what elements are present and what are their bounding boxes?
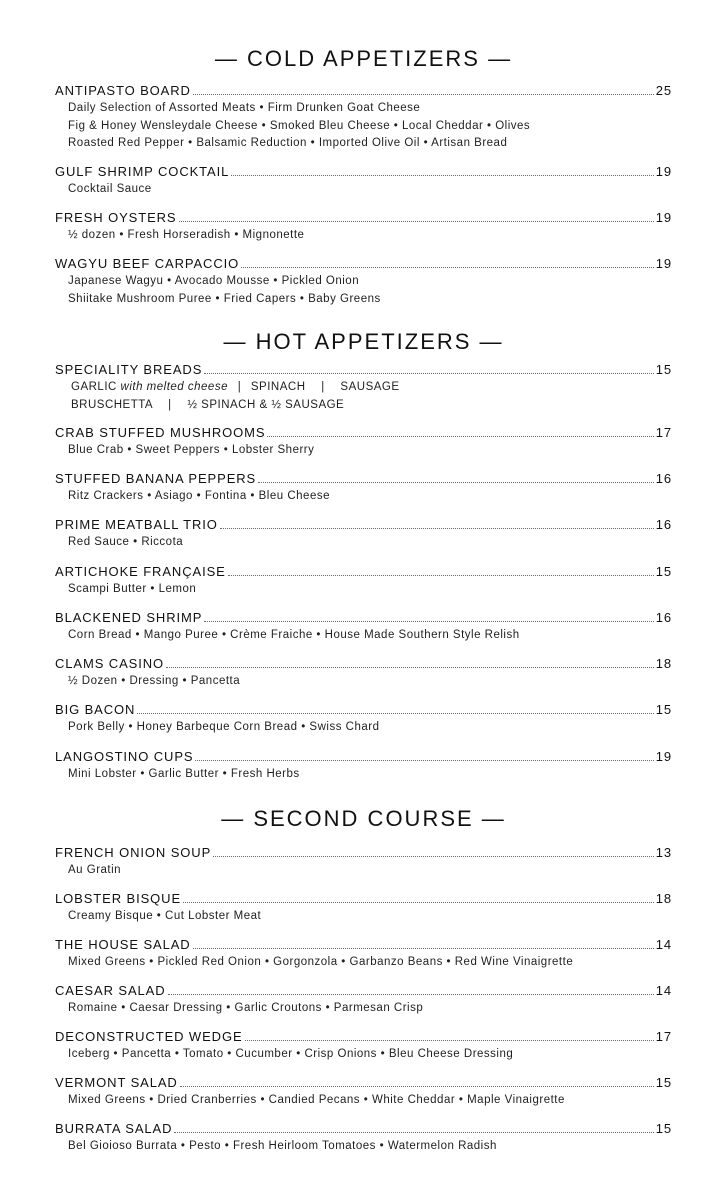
dot-leader <box>183 901 654 903</box>
item-description: Mini Lobster • Garlic Butter • Fresh Herbs <box>68 768 300 780</box>
menu-item-burrata-salad <box>55 1120 672 1156</box>
item-price: 16 <box>655 517 672 532</box>
dot-leader <box>179 220 654 222</box>
item-description: Cocktail Sauce <box>68 183 152 195</box>
dot-leader <box>180 1085 654 1087</box>
item-price: 14 <box>655 983 672 998</box>
menu-item-big-bacon <box>55 701 672 737</box>
item-price: 18 <box>655 891 672 906</box>
dot-leader <box>166 666 654 668</box>
menu-item-french-onion-soup <box>55 844 672 880</box>
item-description: Iceberg • Pancetta • Tomato • Cucumber • Crisp Onions • Bleu Cheese Dressing <box>68 1048 514 1060</box>
item-name: FRENCH ONION SOUP <box>55 845 212 860</box>
menu-item-speciality-breads <box>55 361 672 414</box>
dot-leader <box>231 174 653 176</box>
menu-item-antipasto-board <box>55 82 672 153</box>
item-price: 19 <box>655 749 672 764</box>
item-description: Shiitake Mushroom Puree • Fried Capers • Baby Greens <box>68 292 381 305</box>
menu-item-crab-stuffed-mushrooms <box>55 424 672 460</box>
item-name: CLAMS CASINO <box>55 656 165 671</box>
item-description: Fig & Honey Wensleydale Cheese • Smoked Bleu Cheese • Local Cheddar • Olives <box>68 119 531 132</box>
menu-item-deconstructed-wedge <box>55 1028 672 1064</box>
dot-leader <box>168 993 654 995</box>
item-price: 19 <box>655 164 672 179</box>
item-description: Creamy Bisque • Cut Lobster Meat <box>68 910 262 922</box>
option-separator: | <box>321 381 325 393</box>
item-price: 19 <box>655 256 672 271</box>
option-half-and-half: ½ SPINACH & ½ SAUSAGE <box>187 398 345 411</box>
dot-leader <box>220 527 654 529</box>
menu-item-langostino-cups <box>55 748 672 784</box>
dot-leader <box>204 620 653 622</box>
item-description: Corn Bread • Mango Puree • Crème Fraiche • House Made Southern Style Relish <box>68 629 520 641</box>
menu-item-blackened-shrimp <box>55 609 672 645</box>
item-price: 18 <box>655 656 672 671</box>
item-description: Japanese Wagyu • Avocado Mousse • Pickled Onion <box>68 275 360 287</box>
dot-leader <box>137 712 653 714</box>
dot-leader <box>193 93 654 95</box>
menu-item-vermont-salad <box>55 1074 672 1110</box>
option-garlic-note: with melted cheese <box>120 381 228 393</box>
item-price: 15 <box>655 362 672 377</box>
item-name: FRESH OYSTERS <box>55 210 177 225</box>
item-name: PRIME MEATBALL TRIO <box>55 517 218 532</box>
section-second-course <box>55 803 672 835</box>
menu-item-clams-casino <box>55 655 672 691</box>
item-price: 15 <box>655 1075 672 1090</box>
menu-item-prime-meatball-trio <box>55 516 672 552</box>
item-price: 13 <box>655 845 672 860</box>
item-name: GULF SHRIMP COCKTAIL <box>55 164 230 179</box>
item-name: BURRATA SALAD <box>55 1121 173 1136</box>
bread-options-row-1 <box>55 379 672 397</box>
menu-item-lobster-bisque <box>55 890 672 926</box>
item-price: 17 <box>655 1029 672 1044</box>
dot-leader <box>228 574 654 576</box>
item-price: 15 <box>655 1121 672 1136</box>
menu-item-the-house-salad <box>55 936 672 972</box>
option-sausage: SAUSAGE <box>340 381 400 393</box>
item-description: ½ dozen • Fresh Horseradish • Mignonette <box>68 229 305 241</box>
menu-item-fresh-oysters <box>55 209 672 245</box>
item-name: CRAB STUFFED MUSHROOMS <box>55 425 266 440</box>
item-description: Mixed Greens • Pickled Red Onion • Gorgonzola • Garbanzo Beans • Red Wine Vinaigrette <box>68 956 574 968</box>
dot-leader <box>195 759 653 761</box>
item-name: CAESAR SALAD <box>55 983 166 998</box>
dot-leader <box>241 266 654 268</box>
dot-leader <box>204 372 653 374</box>
item-name: SPECIALITY BREADS <box>55 362 203 377</box>
section-cold-appetizers <box>55 43 672 75</box>
menu-item-artichoke-francaise <box>55 563 672 599</box>
menu-item-wagyu-beef-carpaccio <box>55 255 672 308</box>
item-name: ANTIPASTO BOARD <box>55 83 191 98</box>
item-name: LANGOSTINO CUPS <box>55 749 194 764</box>
dot-leader <box>174 1131 653 1133</box>
item-name: STUFFED BANANA PEPPERS <box>55 471 257 486</box>
item-price: 15 <box>655 564 672 579</box>
item-name: BIG BACON <box>55 702 136 717</box>
option-bruschetta: BRUSCHETTA <box>71 398 153 411</box>
option-separator: | <box>168 398 172 411</box>
item-description: Daily Selection of Assorted Meats • Firm Drunken Goat Cheese <box>68 102 421 114</box>
dot-leader <box>245 1039 654 1041</box>
item-description: Red Sauce • Riccota <box>68 536 184 548</box>
item-price: 17 <box>655 425 672 440</box>
section-title: — COLD APPETIZERS — <box>214 46 513 71</box>
dot-leader <box>213 855 654 857</box>
item-price: 19 <box>655 210 672 225</box>
item-price: 25 <box>655 83 672 98</box>
item-description: Scampi Butter • Lemon <box>68 583 197 595</box>
item-description: Ritz Crackers • Asiago • Fontina • Bleu Cheese <box>68 490 330 502</box>
item-name: THE HOUSE SALAD <box>55 937 191 952</box>
section-title: — SECOND COURSE — <box>221 806 506 831</box>
item-price: 16 <box>655 471 672 486</box>
item-description: ½ Dozen • Dressing • Pancetta <box>68 675 241 687</box>
item-price: 16 <box>655 610 672 625</box>
item-description: Mixed Greens • Dried Cranberries • Candied Pecans • White Cheddar • Maple Vinaigrette <box>68 1094 565 1106</box>
item-description: Romaine • Caesar Dressing • Garlic Croutons • Parmesan Crisp <box>68 1002 424 1014</box>
item-description: Blue Crab • Sweet Peppers • Lobster Sherry <box>68 444 315 456</box>
option-separator: | <box>237 381 242 393</box>
option-garlic: GARLIC <box>71 381 117 393</box>
section-hot-appetizers <box>55 326 672 358</box>
item-price: 14 <box>655 937 672 952</box>
item-name: WAGYU BEEF CARPACCIO <box>55 256 240 271</box>
menu-item-caesar-salad <box>55 982 672 1018</box>
item-description: Au Gratin <box>68 864 122 876</box>
item-name: DECONSTRUCTED WEDGE <box>55 1029 243 1044</box>
item-price: 15 <box>655 702 672 717</box>
item-name: BLACKENED SHRIMP <box>55 610 203 625</box>
menu-item-stuffed-banana-peppers <box>55 470 672 506</box>
section-title: — HOT APPETIZERS — <box>223 329 504 354</box>
bread-options-row-2 <box>55 397 672 415</box>
option-spinach: SPINACH <box>250 381 306 393</box>
item-description: Roasted Red Pepper • Balsamic Reduction • Imported Olive Oil • Artisan Bread <box>68 137 508 149</box>
item-name: LOBSTER BISQUE <box>55 891 182 906</box>
item-description: Bel Gioioso Burrata • Pesto • Fresh Heirloom Tomatoes • Watermelon Radish <box>68 1140 497 1152</box>
menu-item-gulf-shrimp-cocktail <box>55 163 672 199</box>
dot-leader <box>258 481 654 483</box>
item-description: Pork Belly • Honey Barbeque Corn Bread • Swiss Chard <box>68 721 380 733</box>
dot-leader <box>193 947 654 949</box>
item-name: ARTICHOKE FRANÇAISE <box>55 564 226 579</box>
dot-leader <box>267 435 653 437</box>
item-name: VERMONT SALAD <box>55 1075 178 1090</box>
